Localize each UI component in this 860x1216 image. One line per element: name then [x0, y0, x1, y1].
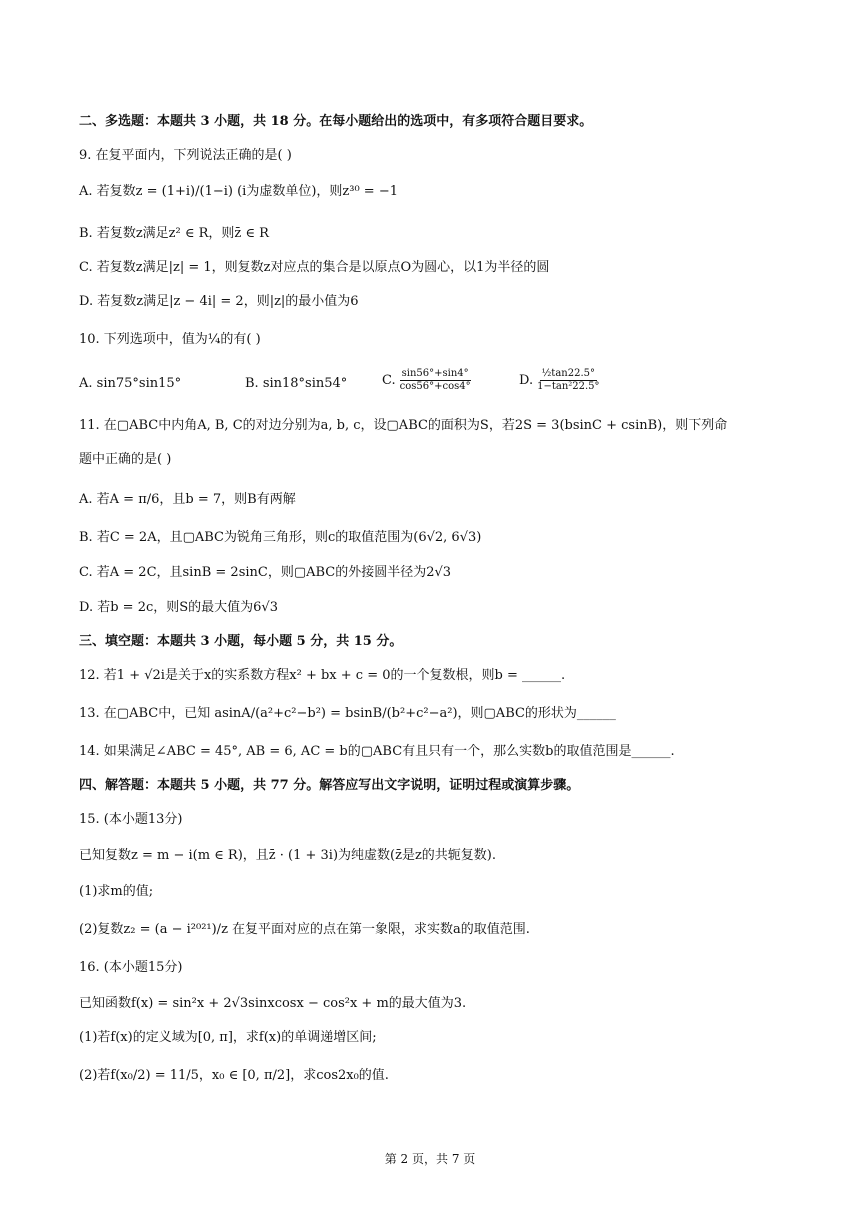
question-11-option-a: A. 若A = π/6，且b = 7，则B有两解	[79, 492, 296, 507]
question-9-stem: 9. 在复平面内，下列说法正确的是( )	[79, 148, 292, 163]
question-16-part-2: (2)若f(x₀/2) = 11/5，x₀ ∈ [0, π/2]，求cos2x₀的值.	[79, 1068, 389, 1083]
question-15-title: 15. (本小题13分)	[79, 812, 183, 827]
question-9-option-b: B. 若复数z满足z² ∈ R，则z̄ ∈ R	[79, 226, 269, 241]
question-10-option-a: A. sin75°sin15°	[79, 376, 182, 391]
question-10-options	[79, 366, 799, 406]
question-10-option-d	[519, 368, 604, 393]
question-11-stem-line-2: 题中正确的是( )	[79, 452, 172, 467]
question-10-stem: 10. 下列选项中，值为¼的有( )	[79, 332, 261, 347]
option-c-denominator: cos56°+cos4°	[399, 381, 471, 392]
option-d-label: D.	[519, 373, 534, 388]
question-11-option-d: D. 若b = 2c，则S的最大值为6√3	[79, 600, 278, 615]
question-13: 13. 在▢ABC中，已知 asinA/(a²+c²−b²) = bsinB/(b²+c²−a²)，则▢ABC的形状为______	[79, 706, 616, 721]
question-10-option-c	[382, 368, 475, 393]
option-c-label: C.	[382, 373, 396, 388]
question-9-option-c: C. 若复数z满足|z| = 1，则复数z对应点的集合是以原点O为圆心，以1为半径的圆	[79, 260, 550, 275]
section-solution-header: 四、解答题：本题共 5 小题，共 77 分。解答应写出文字说明，证明过程或演算步骤。	[79, 778, 580, 793]
option-d-fraction	[535, 368, 601, 393]
question-15-part-2: (2)复数z₂ = (a − i²⁰²¹)/z 在复平面对应的点在第一象限，求实数a的取值范围.	[79, 922, 530, 937]
question-15-stem: 已知复数z = m − i(m ∈ R)，且z̄ · (1 + 3i)为纯虚数(z̄是z的共轭复数).	[79, 848, 497, 863]
question-11-option-c: C. 若A = 2C，且sinB = 2sinC，则▢ABC的外接圆半径为2√3	[79, 565, 452, 580]
question-16-part-1: (1)若f(x)的定义域为[0, π]，求f(x)的单调递增区间;	[79, 1030, 377, 1045]
question-16-stem: 已知函数f(x) = sin²x + 2√3sinxcosx − cos²x + m的最大值为3.	[79, 996, 467, 1011]
question-12: 12. 若1 + √2i是关于x的实系数方程x² + bx + c = 0的一个复数根，则b = ______.	[79, 668, 566, 683]
option-c-numerator: sin56°+sin4°	[401, 368, 469, 379]
question-9-option-a: A. 若复数z = (1+i)/(1−i) (i为虚数单位)，则z³⁰ = −1	[79, 184, 398, 199]
question-11-stem-line-1: 11. 在▢ABC中内角A, B, C的对边分别为a, b, c，设▢ABC的面积为S，若2S = 3(bsinC + csinB)，则下列命	[79, 418, 728, 433]
question-9-option-d: D. 若复数z满足|z − 4i| = 2，则|z|的最小值为6	[79, 294, 359, 309]
option-d-denominator: 1−tan²22.5°	[537, 381, 600, 392]
page-footer: 第 2 页，共 7 页	[384, 1152, 476, 1166]
question-15-part-1: (1)求m的值;	[79, 884, 154, 899]
option-d-numerator: ½tan22.5°	[541, 368, 595, 379]
question-14: 14. 如果满足∠ABC = 45°, AB = 6, AC = b的▢ABC有且只有一个，那么实数b的取值范围是______.	[79, 744, 675, 759]
question-16-title: 16. (本小题15分)	[79, 960, 183, 975]
question-10-option-b: B. sin18°sin54°	[245, 376, 348, 391]
option-c-fraction	[398, 368, 473, 393]
section-multiple-choice-header: 二、多选题：本题共 3 小题，共 18 分。在每小题给出的选项中，有多项符合题目要求。	[79, 114, 593, 129]
section-fill-in-header: 三、填空题：本题共 3 小题，每小题 5 分，共 15 分。	[79, 634, 403, 649]
question-11-option-b: B. 若C = 2A，且▢ABC为锐角三角形，则c的取值范围为(6√2, 6√3)	[79, 530, 482, 545]
